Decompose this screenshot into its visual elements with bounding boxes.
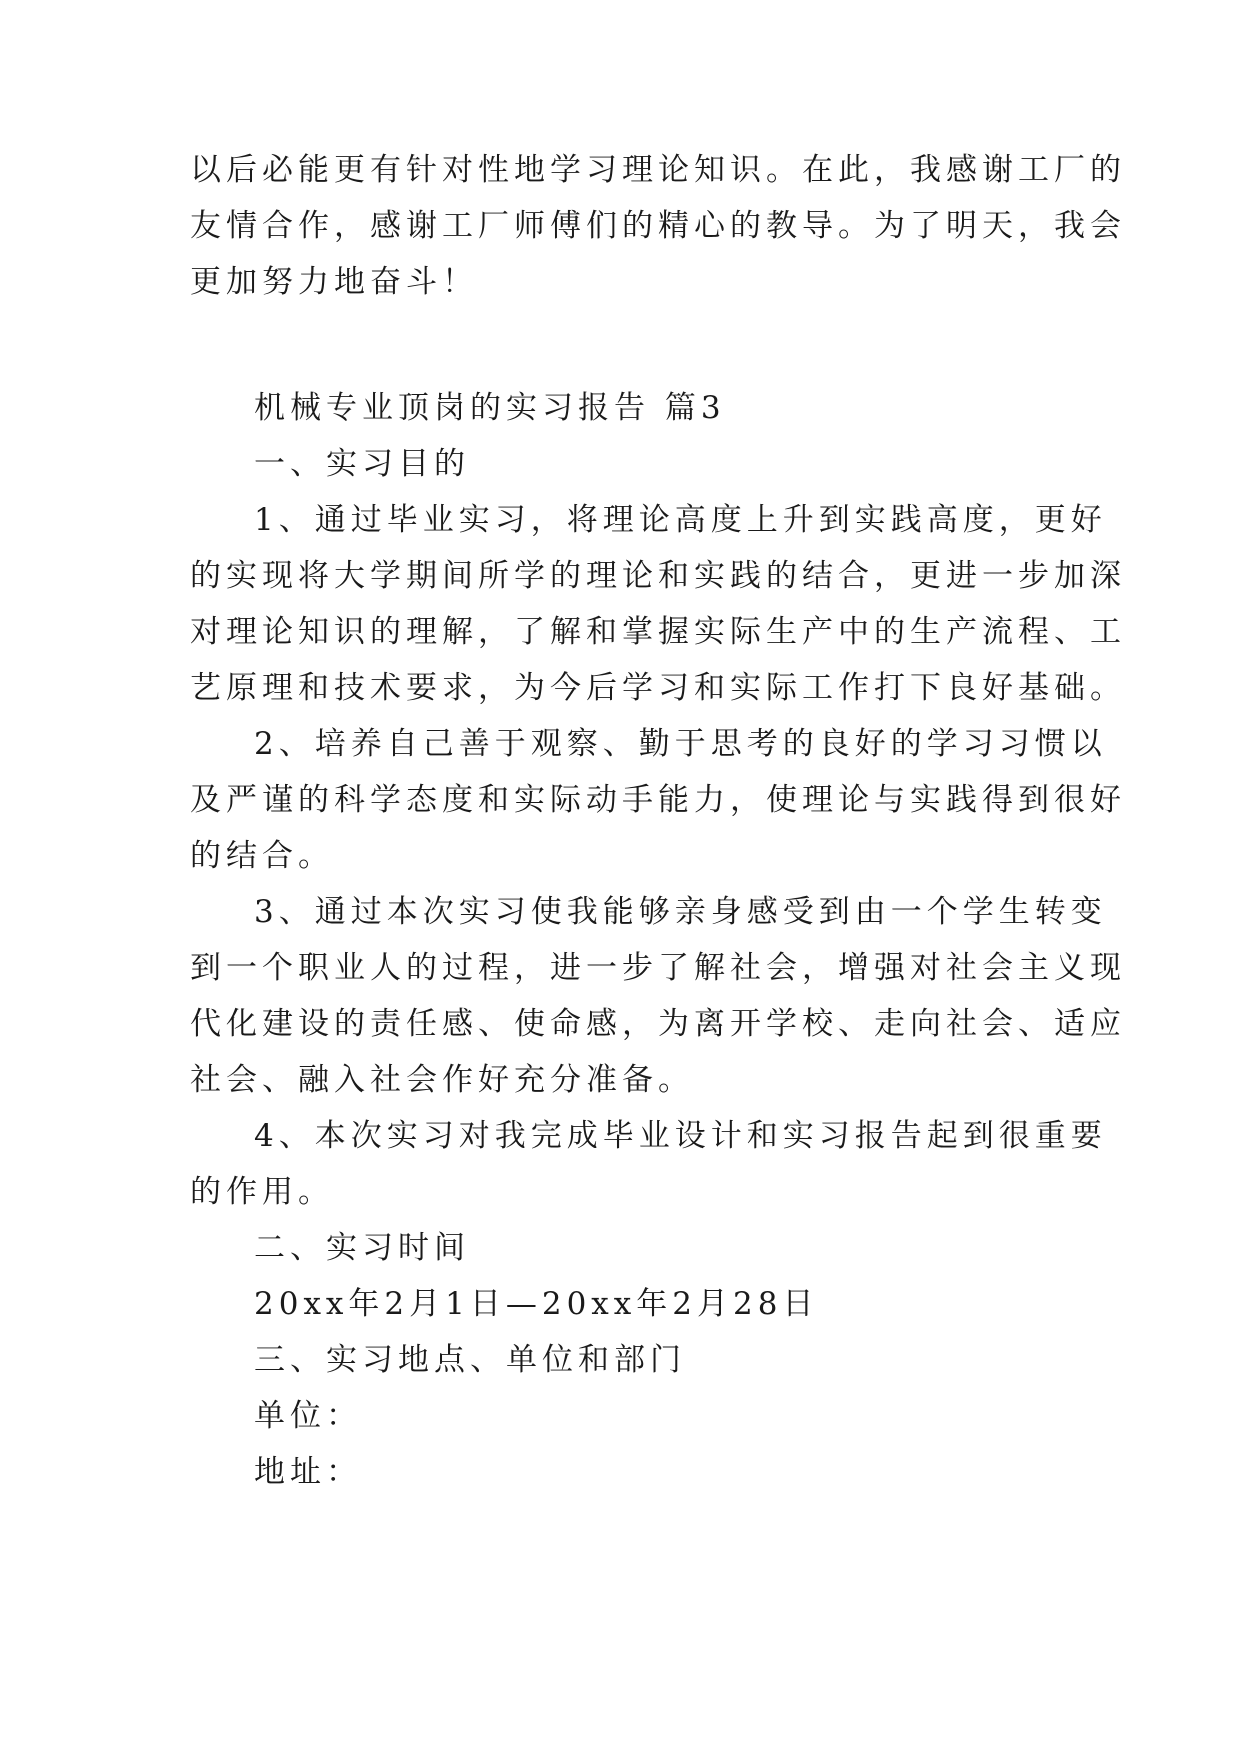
paragraph-line: 友情合作，感谢工厂师傅们的精心的教导。为了明天，我会 (190, 208, 1126, 244)
time-heading: 二、实习时间 (254, 1230, 470, 1266)
address-label: 地址： (254, 1454, 362, 1490)
paragraph-line: 1、通过毕业实习，将理论高度上升到实践高度，更好 (254, 502, 1107, 538)
section-title: 机械专业顶岗的实习报告 篇3 (254, 390, 726, 426)
paragraph-line: 3、通过本次实习使我能够亲身感受到由一个学生转变 (254, 894, 1107, 930)
paragraph-line: 的实现将大学期间所学的理论和实践的结合，更进一步加深 (190, 558, 1126, 594)
place-heading: 三、实习地点、单位和部门 (254, 1342, 686, 1378)
purpose-heading: 一、实习目的 (254, 446, 470, 482)
paragraph-line: 4、本次实习对我完成毕业设计和实习报告起到很重要 (254, 1118, 1107, 1154)
paragraph-line: 的作用。 (190, 1174, 334, 1210)
paragraph-line: 的结合。 (190, 838, 334, 874)
paragraph-line: 艺原理和技术要求，为今后学习和实际工作打下良好基础。 (190, 670, 1126, 706)
paragraph-line: 2、培养自己善于观察、勤于思考的良好的学习习惯以 (254, 726, 1107, 762)
unit-label: 单位： (254, 1398, 362, 1434)
paragraph-line: 及严谨的科学态度和实际动手能力，使理论与实践得到很好 (190, 782, 1126, 818)
time-value: 20xx年2月1日—20xx年2月28日 (254, 1286, 819, 1322)
paragraph-line: 更加努力地奋斗！ (190, 264, 478, 300)
paragraph-line: 代化建设的责任感、使命感，为离开学校、走向社会、适应 (190, 1006, 1126, 1042)
paragraph-line: 到一个职业人的过程，进一步了解社会，增强对社会主义现 (190, 950, 1126, 986)
paragraph-line: 对理论知识的理解，了解和掌握实际生产中的生产流程、工 (190, 614, 1126, 650)
paragraph-line: 以后必能更有针对性地学习理论知识。在此，我感谢工厂的 (190, 152, 1126, 188)
paragraph-line: 社会、融入社会作好充分准备。 (190, 1062, 694, 1098)
